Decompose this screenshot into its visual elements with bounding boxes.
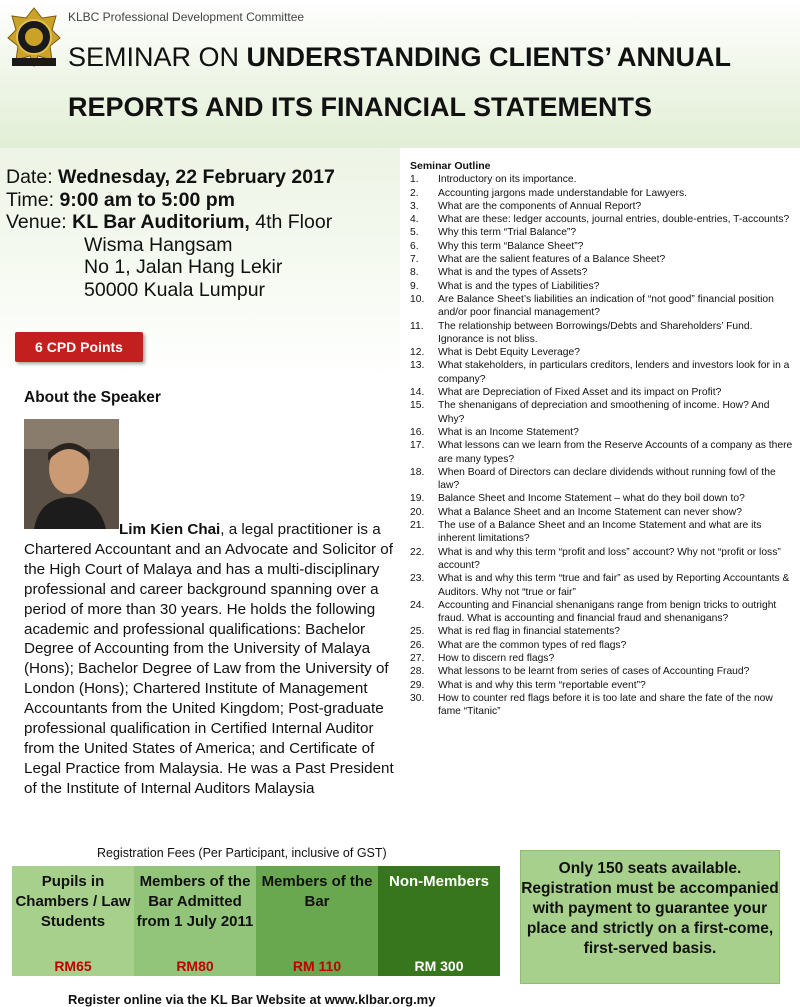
outline-item-text: What is and the types of Liabilities? <box>438 280 600 292</box>
outline-item-text: Why this term “Trial Balance”? <box>438 227 577 239</box>
outline-item-text: What are the salient features of a Balance Sheet? <box>438 254 666 266</box>
outline-item <box>410 665 795 678</box>
event-details <box>6 166 335 301</box>
outline-item <box>410 399 795 426</box>
outline-item-number: 28. <box>410 666 425 678</box>
outline-item <box>410 293 795 320</box>
speaker-bio: Lim Kien Chai, a legal practitioner is a Chartered Accountant and an Advocate and Solicitor of the High Court of Malaya and has a multi-disciplinary professional and career background spanning over a period of more than 30 years. He holds the following academic and professional qualifications: Bachelor Degree of Accounting from the University of Malaya (Hons); Bachelor Degree of Law from the University of London (Hons); Chartered Institute of Management Accountants from the United Kingdom; Post-graduate professional qualification in Certified Internal Auditor from the United States of America; and Certificate of Legal Practice from Malaysia. He was a Past President of the Institute of Internal Auditors Malaysia <box>24 521 394 797</box>
outline-item-number: 27. <box>410 652 425 664</box>
outline-item-text: The shenanigans of depreciation and smoothening of income. How? And Why? <box>438 400 770 425</box>
date-row: Date: Wednesday, 22 February 2017 <box>6 166 335 188</box>
outline-item-number: 26. <box>410 639 425 651</box>
outline-item-number: 29. <box>410 679 425 691</box>
outline-item-number: 21. <box>410 520 425 532</box>
outline-item-number: 30. <box>410 692 425 704</box>
outline-item-number: 4. <box>410 214 419 226</box>
outline-item-text: How to discern red flags? <box>438 652 555 664</box>
outline-item <box>410 359 795 386</box>
fee-tier-amount: RM 110 <box>292 958 342 974</box>
committee-name: KLBC Professional Development Committee <box>68 10 305 24</box>
outline-item-number: 11. <box>410 320 424 332</box>
outline-item <box>410 692 795 719</box>
outline-item-text: Why this term “Balance Sheet”? <box>438 240 584 252</box>
outline-item <box>410 213 795 226</box>
address-line: Wisma Hangsam <box>84 233 233 256</box>
address-line: No 1, Jalan Hang Lekir <box>84 256 283 278</box>
outline-item-number: 1. <box>410 174 419 186</box>
outline-item <box>410 572 795 599</box>
fee-tier-label: Members of the Bar <box>261 873 373 910</box>
fees-title: Registration Fees (Per Participant, inclusive of GST) <box>97 846 387 860</box>
fee-tier-label: Pupils in Chambers / Law Students <box>15 873 131 930</box>
outline-item <box>410 679 795 692</box>
about-speaker-heading: About the Speaker <box>24 389 161 406</box>
outline-item-number: 23. <box>410 573 425 585</box>
outline-item <box>410 320 795 347</box>
outline-item-text: What lessons to be learnt from series of cases of Accounting Fraud? <box>438 666 750 678</box>
outline-item-text: The use of a Balance Sheet and an Income Statement and what are its inherent limitations? <box>438 520 762 545</box>
outline-item-text: Introductory on its importance. <box>438 174 577 186</box>
outline-item-text: Accounting jargons made understandable for Lawyers. <box>438 187 687 199</box>
outline-item-number: 15. <box>410 400 425 412</box>
outline-item-number: 7. <box>410 254 419 266</box>
outline-item-text: What lessons can we learn from the Reserve Accounts of a company as there are many types? <box>438 440 793 465</box>
outline-item-text: What stakeholders, in particulars creditors, lenders and investors look for in a company? <box>438 360 790 385</box>
fee-tier-label: Members of the Bar Admitted from 1 July 2011 <box>136 873 254 930</box>
outline-item-number: 10. <box>410 293 425 305</box>
fee-tier-label: Non-Members <box>388 873 489 890</box>
address-line: 50000 Kuala Lumpur <box>84 278 266 301</box>
outline-item <box>410 240 795 253</box>
time-row: Time: 9:00 am to 5:00 pm <box>6 188 236 211</box>
outline-item <box>410 519 795 546</box>
speaker-portrait-icon <box>24 419 119 529</box>
outline-item-number: 22. <box>410 546 425 558</box>
outline-item-text: How to counter red flags before it is too late and share the fate of the now fame “Titanic” <box>438 692 773 718</box>
outline-item-text: What is red flag in financial statements? <box>438 626 621 638</box>
outline-item-number: 6. <box>410 240 419 252</box>
outline-item-number: 17. <box>410 440 425 452</box>
outline-item-text: What are these: ledger accounts, journal entries, double-entries, T-accounts? <box>438 214 790 226</box>
outline-item <box>410 639 795 652</box>
outline-item-text: What are the components of Annual Report? <box>438 200 642 212</box>
outline-item <box>410 652 795 665</box>
outline-item <box>410 253 795 266</box>
outline-item-text: What are Depreciation of Fixed Asset and its impact on Profit? <box>438 387 722 399</box>
outline-item-number: 19. <box>410 493 425 505</box>
outline-item <box>410 546 795 573</box>
outline-item-number: 2. <box>410 187 419 199</box>
outline-item-text: What a Balance Sheet and an Income Statement can never show? <box>438 506 742 518</box>
fee-tier-new-members <box>134 866 256 976</box>
outline-item <box>410 187 795 200</box>
outline-item-text: Balance Sheet and Income Statement – what do they boil down to? <box>438 493 745 505</box>
outline-item-text: What is Debt Equity Leverage? <box>438 347 580 359</box>
outline-item <box>410 226 795 239</box>
fee-tier-amount: RM65 <box>54 958 92 974</box>
outline-item-number: 13. <box>410 360 425 372</box>
outline-item-text: What are the common types of red flags? <box>438 639 627 651</box>
seminar-title-line1: SEMINAR ON UNDERSTANDING CLIENTS’ ANNUAL <box>68 42 732 72</box>
outline-item-number: 18. <box>410 466 425 478</box>
outline-item-text: What is and why this term “true and fair” as used by Reporting Accountants & Auditors. Why not “true or fair” <box>438 573 790 598</box>
seminar-outline <box>410 160 795 718</box>
outline-item <box>410 280 795 293</box>
fee-tier-amount: RM 300 <box>414 958 464 974</box>
outline-item <box>410 466 795 493</box>
outline-item-number: 25. <box>410 626 425 638</box>
outline-item <box>410 492 795 505</box>
outline-item-number: 24. <box>410 599 425 611</box>
outline-item-number: 20. <box>410 506 425 518</box>
outline-item-number: 3. <box>410 200 419 212</box>
outline-item <box>410 346 795 359</box>
speaker-photo <box>24 419 119 529</box>
outline-item-number: 14. <box>410 387 425 399</box>
outline-item-number: 12. <box>410 347 425 359</box>
outline-item-number: 5. <box>410 227 419 239</box>
outline-item-text: What is and why this term “reportable event”? <box>438 679 646 691</box>
seminar-title-line2: REPORTS AND ITS FINANCIAL STATEMENTS <box>68 92 653 122</box>
outline-item-text: What is and why this term “profit and loss” account? Why not “profit or loss” account? <box>438 546 781 571</box>
outline-item <box>410 266 795 279</box>
outline-item <box>410 599 795 626</box>
fee-tier-amount: RM80 <box>176 958 214 974</box>
fee-tier-pupils <box>12 866 134 976</box>
outline-item-text: Accounting and Financial shenanigans range from benign tricks to outright fraud. What is accounting and financial fraud and shenanigans? <box>438 599 777 625</box>
cpd-points-badge: 6 CPD Points <box>15 332 143 362</box>
outline-item <box>410 439 795 466</box>
venue-row: Venue: KL Bar Auditorium, 4th Floor <box>6 211 333 233</box>
outline-item-number: 8. <box>410 267 419 279</box>
kl-bar-logo-icon <box>6 6 62 68</box>
outline-item-text: When Board of Directors can declare dividends without running fowl of the law? <box>438 466 776 492</box>
outline-heading: Seminar Outline <box>410 160 491 172</box>
outline-item-number: 16. <box>410 426 425 438</box>
outline-item <box>410 506 795 519</box>
outline-item <box>410 200 795 213</box>
outline-item-text: The relationship between Borrowings/Debts and Shareholders’ Fund. Ignorance is not bliss. <box>438 320 753 345</box>
outline-item-number: 9. <box>410 280 419 292</box>
header-banner <box>0 0 800 148</box>
fee-tier-members <box>256 866 378 976</box>
outline-item-text: Are Balance Sheet’s liabilities an indication of “not good” financial position and/or poor financial management? <box>438 293 774 319</box>
outline-item <box>410 173 795 186</box>
outline-item-text: What is an Income Statement? <box>438 426 579 438</box>
register-online-footer: Register online via the KL Bar Website at www.klbar.org.my <box>68 992 436 1007</box>
seats-notice: Only 150 seats available. Registration must be accompanied with payment to guarantee your place and strictly on a first-come, first-served basis. <box>520 850 780 984</box>
outline-item-text: What is and the types of Assets? <box>438 267 588 279</box>
fee-tier-non-members <box>378 866 500 976</box>
outline-item <box>410 386 795 399</box>
outline-item <box>410 426 795 439</box>
outline-item <box>410 625 795 638</box>
outline-list <box>410 173 795 718</box>
